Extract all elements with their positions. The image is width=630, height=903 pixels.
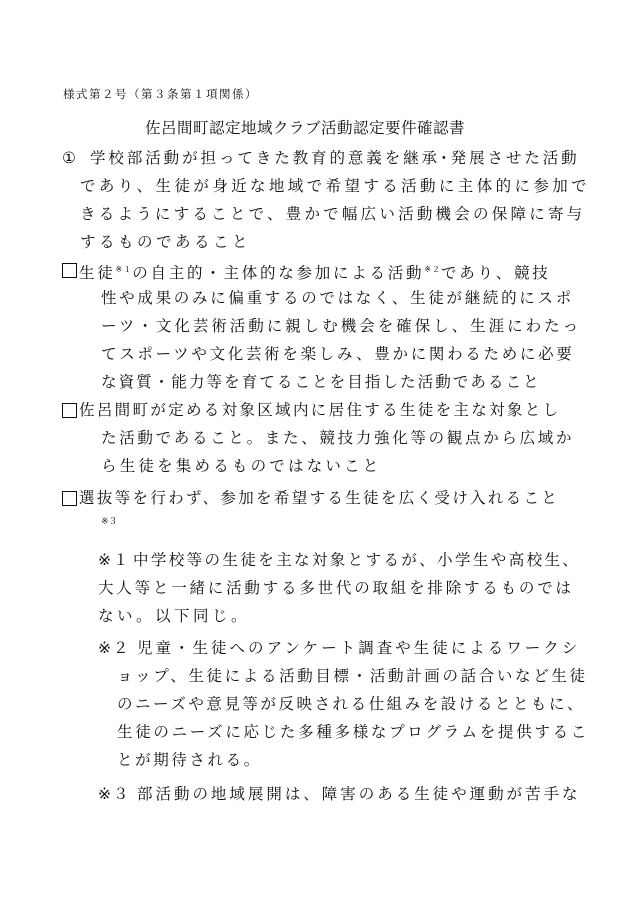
requirement-3-checkbox[interactable] xyxy=(62,491,77,506)
requirement-2-first-line: 佐呂間町が定める対象区域内に居住する生徒を主な対象とし xyxy=(79,401,561,419)
document-title: 佐呂間町認定地域クラブ活動認定要件確認書 xyxy=(145,119,466,137)
requirement-2-line-2: た活動であること。また、競技力強化等の観点から広域か xyxy=(101,429,575,447)
note-3-line-1: 部活動の地域展開は、障害のある生徒や運動が苦手な xyxy=(137,785,581,803)
requirement-2-checkbox[interactable] xyxy=(62,403,77,418)
requirement-1-text-c: であり、競技 xyxy=(440,264,551,282)
footnote-ref-1: ※１ xyxy=(115,265,133,274)
section-1-line-1: 学校部活動が担ってきた教育的意義を継承･発展させた活動 xyxy=(90,149,580,167)
requirement-1-text-b: の自主的・主体的な参加による活動 xyxy=(132,264,425,282)
requirement-1-checkbox[interactable] xyxy=(62,263,77,278)
note-2-line-2: ョップ、生徒による活動目標・活動計画の話合いなど生徒 xyxy=(117,667,588,685)
footnote-ref-2: ※２ xyxy=(424,265,441,274)
requirement-3-first-line: 選抜等を行わず、参加を希望する生徒を広く受け入れること xyxy=(79,489,560,507)
note-2-label: ※２ xyxy=(98,639,131,657)
note-2-line-3: のニーズや意見等が反映される仕組みを設けるとともに、 xyxy=(117,695,586,713)
note-2-line-1: 児童・生徒へのアンケート調査や生徒によるワークシ xyxy=(137,639,581,657)
requirement-1-first-line xyxy=(79,260,550,283)
note-1-label: ※１ xyxy=(98,551,131,569)
note-3-label: ※３ xyxy=(98,785,131,803)
section-1-line-4: するものであること xyxy=(80,233,252,251)
form-number: 様式第２号（第３条第１項関係） xyxy=(63,87,258,101)
requirement-1-text-a: 生徒 xyxy=(79,264,116,282)
note-1-line-2: 大人等と一緒に活動する多世代の取組を排除するものでは xyxy=(98,579,574,597)
note-2-line-4: 生徒のニーズに応じた多種多様なプログラムを提供するこ xyxy=(117,723,590,741)
requirement-1-line-3: ーツ・文化芸術活動に親しむ機会を確保し、生涯にわたっ xyxy=(101,317,582,335)
note-1-line-3: ない。以下同じ。 xyxy=(98,607,251,625)
requirement-1-line-4: てスポーツや文化芸術を楽しみ、豊かに関わるために必要 xyxy=(101,345,575,363)
note-2-line-5: とが期待される。 xyxy=(117,751,262,769)
section-1-line-2: であり、生徒が身近な地域で希望する活動に主体的に参加で xyxy=(80,177,591,195)
requirement-1-line-2: 性や成果のみに偏重するのではなく、生徒が継続的にスポ xyxy=(101,289,574,307)
section-1-line-3: きるようにすることで、豊かで幅広い活動機会の保障に寄与 xyxy=(80,205,586,223)
requirement-1-line-5: な資質・能力等を育てることを目指した活動であること xyxy=(101,373,541,391)
requirement-3-footnote-ref: ※３ xyxy=(101,517,118,527)
note-1-line-1: 中学校等の生徒を主な対象とするが、小学生や高校生、 xyxy=(133,551,581,569)
section-1-marker: ① xyxy=(62,149,76,167)
requirement-2-line-3: ら生徒を集めるものではないこと xyxy=(101,457,382,475)
